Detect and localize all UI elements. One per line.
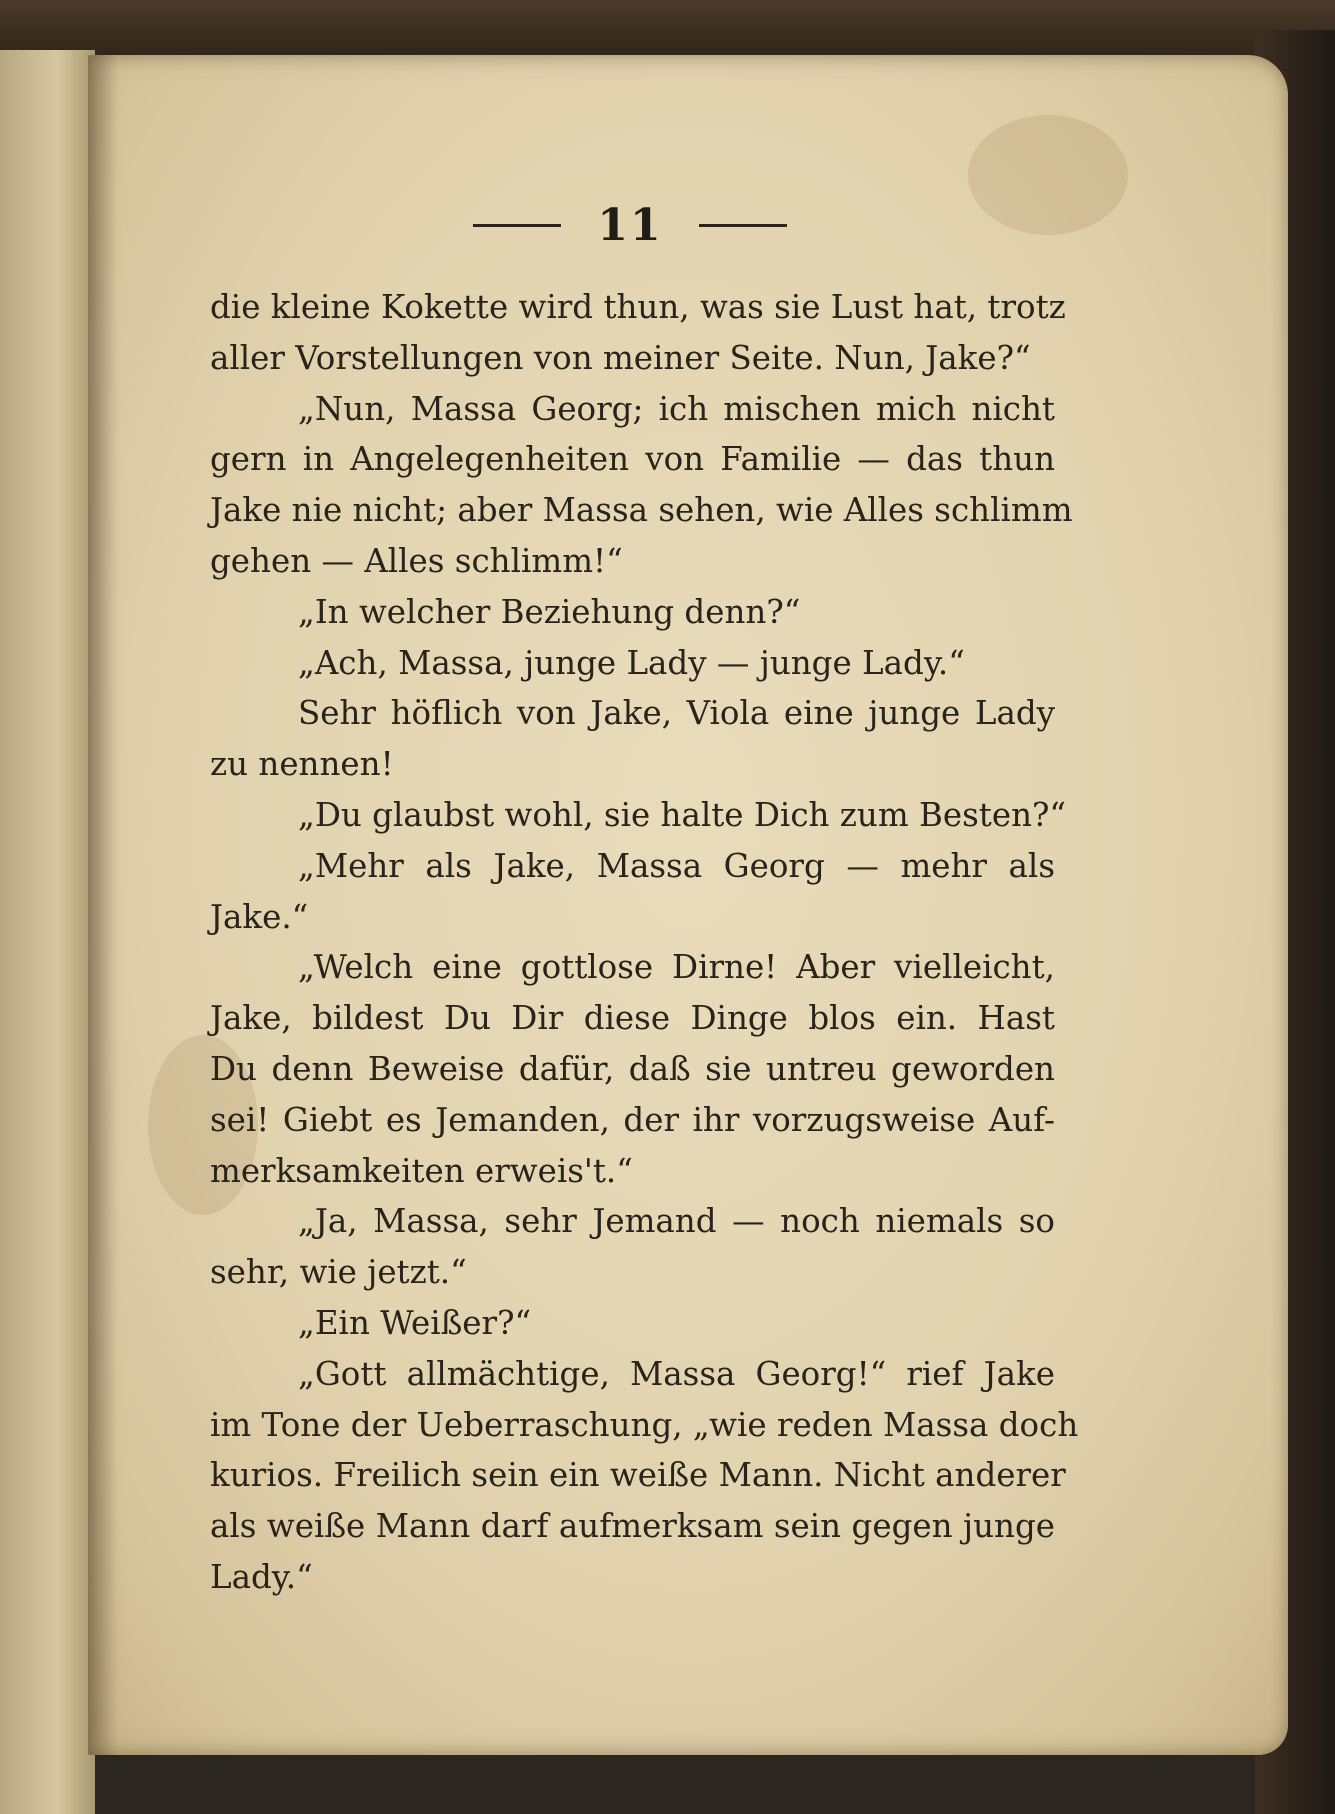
page-gutter-shadow	[88, 55, 118, 1755]
text-line: „Nun, Massa Georg; ich mischen mich nicht	[298, 389, 1055, 428]
text-line: sei! Giebt es Jemanden, der ihr vorzugsweise Auf-	[210, 1100, 1055, 1139]
text-line: Lady.“	[210, 1557, 313, 1596]
text-line: „Welch eine gottlose Dirne! Aber vielleicht,	[298, 948, 1055, 987]
header-rule-left	[473, 224, 561, 227]
text-line: Jake.“	[210, 897, 309, 936]
text-line: „Mehr als Jake, Massa Georg — mehr als	[298, 846, 1055, 885]
text-line: gern in Angelegenheiten von Familie — das thun	[210, 440, 1055, 479]
text-line: merksamkeiten erweis't.“	[210, 1151, 633, 1190]
text-line: „In welcher Beziehung denn?“	[298, 592, 801, 631]
text-line: „Ach, Massa, junge Lady — junge Lady.“	[298, 643, 965, 682]
text-line: gehen — Alles schlimm!“	[210, 541, 623, 580]
text-line: Jake, bildest Du Dir diese Dinge blos ein. Hast	[210, 999, 1055, 1038]
text-line: Jake nie nicht; aber Massa sehen, wie Alles schlimm	[210, 491, 1073, 530]
text-line: kurios. Freilich sein ein weiße Mann. Nicht anderer	[210, 1456, 1066, 1495]
text-line: „Gott allmächtige, Massa Georg!“ rief Jake	[298, 1354, 1055, 1393]
text-line: Sehr höflich von Jake, Viola eine junge Lady	[298, 694, 1055, 733]
left-page-edge	[0, 50, 95, 1814]
page-header	[460, 195, 800, 255]
text-line: „Ein Weißer?“	[298, 1303, 532, 1342]
book-cover-top-edge	[0, 0, 1335, 60]
body-text	[210, 282, 1079, 1603]
text-line: sehr, wie jetzt.“	[210, 1253, 467, 1292]
text-line: „Du glaubst wohl, sie halte Dich zum Besten?“	[298, 795, 1067, 834]
page-number: 11	[597, 199, 663, 251]
header-rule-right	[699, 224, 787, 227]
text-line: als weiße Mann darf aufmerksam sein gegen junge	[210, 1507, 1055, 1546]
text-line: im Tone der Ueberraschung, „wie reden Massa doch	[210, 1405, 1079, 1444]
text-line: zu nennen!	[210, 745, 394, 784]
paper-stain	[968, 115, 1128, 235]
text-line: aller Vorstellungen von meiner Seite. Nun, Jake?“	[210, 338, 1031, 377]
text-line: „Ja, Massa, sehr Jemand — noch niemals so	[298, 1202, 1055, 1241]
text-line: die kleine Kokette wird thun, was sie Lust hat, trotz	[210, 288, 1066, 326]
text-line: Du denn Beweise dafür, daß sie untreu geworden	[210, 1049, 1055, 1088]
